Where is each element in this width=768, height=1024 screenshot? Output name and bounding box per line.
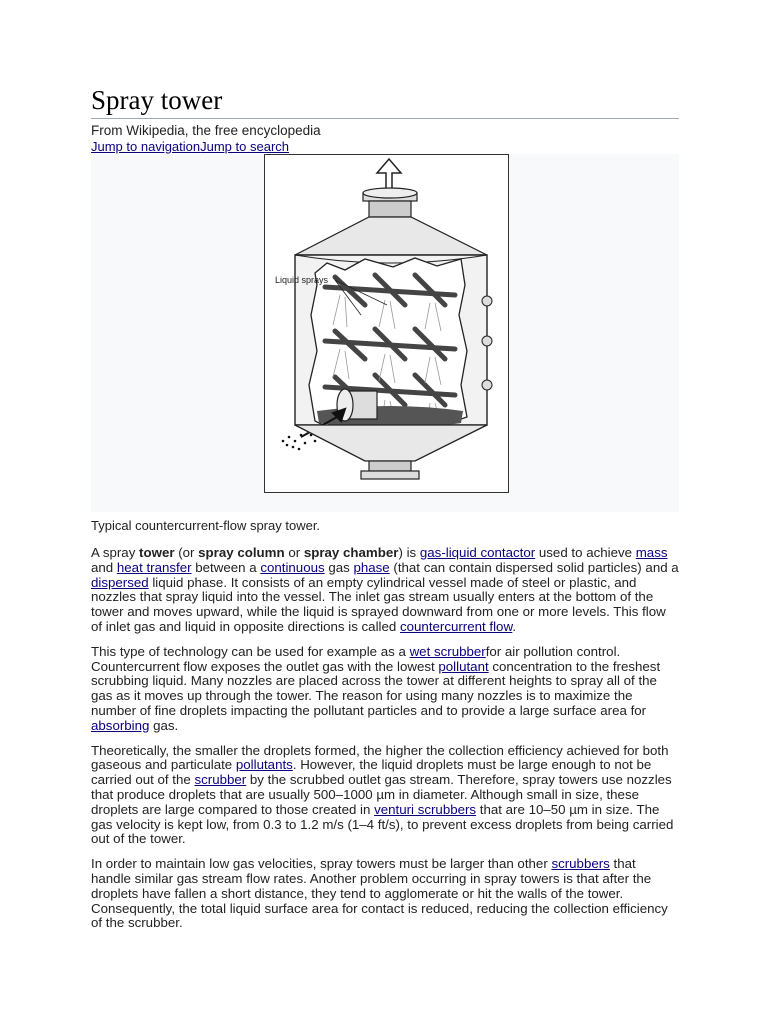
article xyxy=(91,84,679,931)
spray-tower-diagram xyxy=(265,155,508,492)
figure-caption: Typical countercurrent-flow spray tower. xyxy=(91,518,321,533)
link-mass[interactable]: mass xyxy=(635,545,668,560)
link-venturi-scrubbers[interactable]: venturi scrubbers xyxy=(374,801,477,817)
spray-tower-image[interactable] xyxy=(264,154,509,493)
link-wet-scrubber[interactable]: wet scrubber xyxy=(409,643,486,659)
link-phase[interactable]: phase xyxy=(353,559,390,575)
link-pollutants[interactable]: pollutants xyxy=(235,757,293,773)
jump-links xyxy=(91,139,679,154)
paragraph-droplets: Theoretically, the smaller the droplets formed, the higher the collection efficiency achieved for both gaseous and particulate pollutants. However, the liquid droplets must be large enough to not be carried out of the scrubber by the scrubbed outlet gas stream. Therefore, spray towers use nozzles that produce droplets that are usually 500–1000 µm in diameter. Although small in size, these droplets are large compared to those created in venturi scrubbers that are 10–50 µm in size. The gas velocity is kept low, from 0.3 to 1.2 m/s (1–4 ft/s), to prevent excess droplets from being carried out of the tower. xyxy=(91,742,674,847)
page-title: Spray tower xyxy=(91,84,679,119)
figure xyxy=(91,154,679,512)
link-scrubbers[interactable]: scrubbers xyxy=(551,856,610,872)
paragraph-intro: A spray tower (or spray column or spray chamber) is gas-liquid contactor used to achieve mass and heat transfer between a continuous gas phase (that can contain dispersed solid particles) and a dispersed liquid phase. It consists of an empty cylindrical vessel made of steel or plastic, and nozzles that spray liquid into the vessel. The inlet gas stream usually enters at the bottom of the tower and moves upward, while the liquid is sprayed downward from one or more levels. This flow of inlet gas and liquid in opposite directions is called countercurrent flow. xyxy=(91,545,679,634)
liquid-sprays-label: Liquid sprays xyxy=(275,275,329,285)
link-heat-transfer[interactable]: heat transfer xyxy=(116,559,192,575)
link-dispersed[interactable]: dispersed xyxy=(91,574,149,590)
paragraph-velocity: In order to maintain low gas velocities, spray towers must be larger than other scrubbers that handle similar gas stream flow rates. Another problem occurring in spray towers is that after the droplets have fallen a short distance, they tend to agglomerate or hit the walls of the tower. Consequently, the total liquid surface area for contact is reduced, reducing the collection efficiency of the scrubber. xyxy=(91,856,668,931)
link-gas-liquid-contactor[interactable]: gas-liquid contactor xyxy=(419,545,536,560)
site-tagline: From Wikipedia, the free encyclopedia xyxy=(91,123,321,138)
paragraph-technology: This type of technology can be used for example as a wet scrubberfor air pollution control. Countercurrent flow exposes the outlet gas with the lowest pollutant concentration to the freshest scrubbing liquid. Many nozzles are placed across the tower at different heights to spray all of the gas as it moves up through the tower. The reason for using many nozzles is to maximize the number of fine droplets impacting the pollutant particles and to provide a large surface area for absorbing gas. xyxy=(91,643,661,733)
jump-to-search-link[interactable]: Jump to search xyxy=(200,139,289,154)
jump-to-navigation-link[interactable]: Jump to navigation xyxy=(91,139,201,154)
link-scrubber[interactable]: scrubber xyxy=(194,772,247,788)
link-continuous[interactable]: continuous xyxy=(260,559,325,575)
link-countercurrent-flow[interactable]: countercurrent flow xyxy=(399,618,513,634)
link-absorbing[interactable]: absorbing xyxy=(91,717,150,733)
link-pollutant[interactable]: pollutant xyxy=(438,658,489,674)
